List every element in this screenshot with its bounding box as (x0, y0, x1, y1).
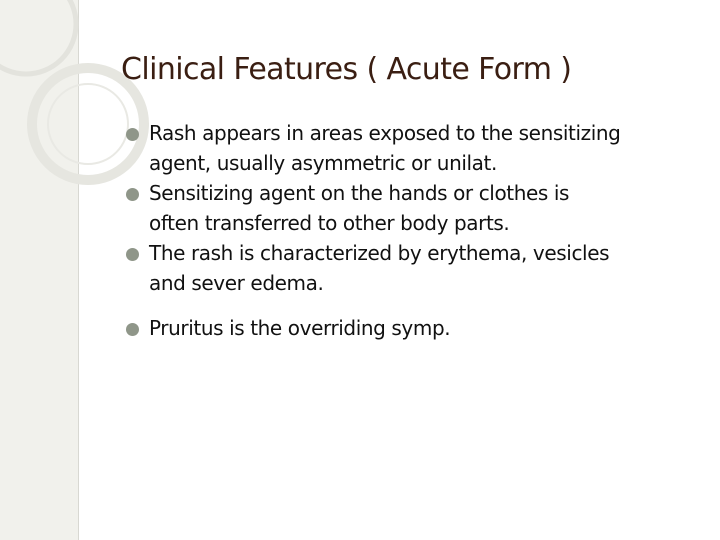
bullet-dot-icon (126, 323, 139, 336)
bullet-item (121, 313, 716, 343)
bullet-line: The rash is characterized by erythema, vesicles (149, 241, 610, 265)
bullet-dot-icon (126, 128, 139, 141)
bullet-item (121, 238, 716, 298)
inner-ring-shape (48, 84, 128, 164)
bullet-line: Rash appears in areas exposed to the sensitizing (149, 121, 621, 145)
bullet-line: agent, usually asymmetric or unilat. (149, 151, 497, 175)
bullet-item (121, 118, 716, 178)
bullet-line: Sensitizing agent on the hands or clothes is (149, 181, 570, 205)
slide-title: Clinical Features ( Acute Form ) (121, 52, 572, 87)
bullet-dot-icon (126, 188, 139, 201)
bullet-dot-icon (126, 248, 139, 261)
bullet-item (121, 178, 716, 238)
bullet-line: often transferred to other body parts. (149, 211, 510, 235)
bullet-line: and sever edema. (149, 271, 324, 295)
bullet-list (121, 118, 716, 343)
large-ring-shape (0, 0, 76, 74)
bullet-line: Pruritus is the overriding symp. (149, 316, 451, 340)
